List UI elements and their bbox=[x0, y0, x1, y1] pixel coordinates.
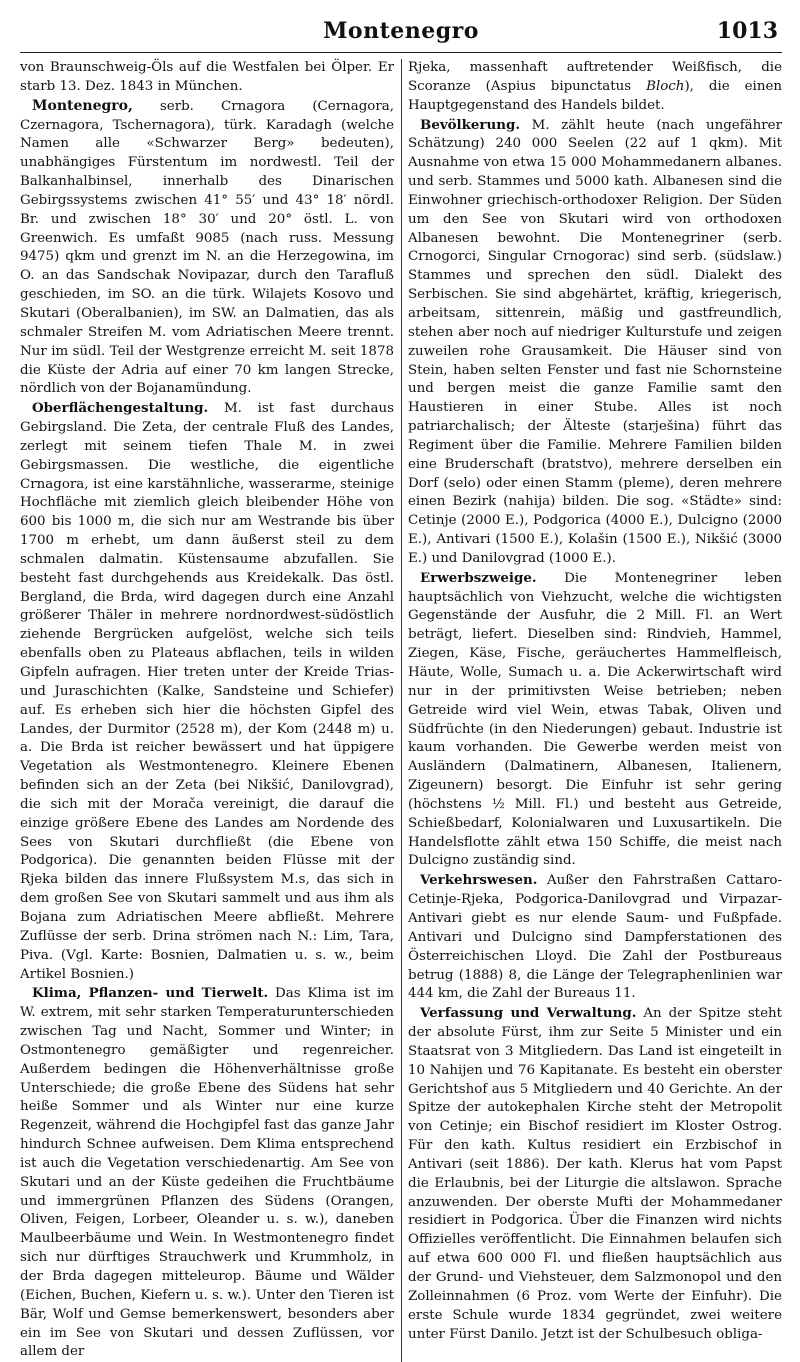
section-heading: Verfassung und Verwaltung. bbox=[420, 1005, 637, 1022]
section-verkehrswesen bbox=[408, 871, 782, 1004]
section-verfassung bbox=[408, 1004, 782, 1344]
paragraph-continuation bbox=[20, 59, 394, 97]
section-klima bbox=[20, 984, 394, 1362]
section-heading: Bevölkerung. bbox=[420, 116, 520, 133]
page-header bbox=[20, 12, 782, 53]
paragraph-text: ), die einen Hauptgegenstand des Handels bildet. bbox=[408, 78, 782, 113]
section-bevoelkerung bbox=[408, 116, 782, 569]
italic-author: Bloch bbox=[646, 78, 685, 94]
section-heading: Erwerbszweige. bbox=[420, 569, 537, 586]
left-column bbox=[20, 59, 394, 1362]
text-columns bbox=[20, 59, 782, 1362]
paragraph-text: von Braunschweig-Öls auf die Westfalen bei Ölper. Er starb 13. Dez. 1843 in München. bbox=[20, 60, 394, 94]
paragraph-text: An der Spitze steht der absolute Fürst, ihm zur Seite 5 Minister und ein Staatsrat von 3 Mitgliedern. Das Land ist eingeteilt in 10 Nahijen und 76 Kapitanate. Es besteht ein oberster Gerichtshof aus 5 Mitgliedern und 40 Gerichte. An der Spitze der autokephalen Kirche steht der Metropolit von Cetinje; ein Bischof residiert im Kloster Ostrog. Für den kath. Kultus residiert ein Erzbischof in Antivari (seit 1886). Der kath. Klerus hat vom Papst die Erlaubnis, bei der Liturgie die altslawon. Sprache anzuwenden. Der oberste Mufti der Mohammedaner residiert in Podgorica. Über die Finanzen wird nichts Offizielles veröffentlicht. Die Einnahmen belaufen sich auf etwa 600 000 Fl. und fließen hauptsächlich aus der Grund- und Viehsteuer, dem Salzmonopol und den Zolleinnahmen (6 Proz. vom Werte der Einfuhr). Die erste Schule wurde 1834 gegründet, zwei weitere unter Fürst Danilo. Jetzt ist der Schulbesuch obliga- bbox=[408, 1006, 782, 1342]
paragraph-text: serb. Crnagora (Cernagora, Czernagora, Tschernagora), türk. Karadagh (welche Namen alle «Schwarzer Berg» bedeuten), unabhängiges Fürstentum im nordwestl. Teil der Balkanhalbinsel, innerhalb des Dinarischen Gebirgssystems zwischen 41° 55′ und 43° 18′ nördl. Br. und zwischen 18° 30′ und 20° östl. L. von Greenwich. Es umfaßt 9085 (nach russ. Messung 9475) qkm und grenzt im N. an die Herzegowina, im O. an das Sandschak Novipazar, durch den Tarafluß geschieden, im SO. an die türk. Wilajets Kosovo und Skutari (Oberalbanien), im SW. an Dalmatien, das als schmaler Streifen M. vom Adriatischen Meere trennt. Nur im südl. Teil der Westgrenze erreicht M. seit 1878 die Küste der Adria auf einer 70 km langen Strecke, nördlich von der Bojanamündung. bbox=[20, 98, 394, 397]
paragraph-text: M. ist fast durchaus Gebirgsland. Die Zeta, der centrale Fluß des Landes, zerlegt mit seinem tiefen Thale M. in zwei Gebirgsmassen. Die westliche, die eigentliche Crnagora, ist eine karstähnliche, wasserarme, steinige Hochfläche mit ziemlich gleich bleibender Höhe von 600 bis 1000 m, die sich nur am Westrande bis über 1700 m erhebt, um dann äußerst steil zu dem schmalen dalmatin. Küstensaume abzufallen. Sie besteht fast durchgehends aus Kreidekalk. Das östl. Bergland, die Brda, wird dagegen durch eine Anzahl größerer Thäler in mehrere nordnordwest-südöstlich ziehende Bergrücken aufgelöst, welche sich teils ebenfalls oben zu Plateaus abflachen, teils in wilden Gipfeln aufragen. Hier treten unter der Kreide Trias- und Juraschichten (Kalke, Sandsteine und Schiefer) auf. Es erheben sich hier die höchsten Gipfel des Landes, der Durmitor (2528 m), der Kom (2448 m) u. a. Die Brda ist reicher bewässert und hat üppigere Vegetation als Westmontenegro. Kleinere Ebenen befinden sich an der Zeta (bei Nikšić, Danilovgrad), die sich mit der Morača vereinigt, die darauf die einzige größere Ebene des Landes am Nordende des Sees von Skutari durchfließt (die Ebene von Podgorica). Die genannten beiden Flüsse mit der Rjeka bilden das innere Flußsystem M.s, das sich in dem großen See von Skutari sammelt und aus ihm als Bojana zum Adriatischen Meere abfließt. Mehrere Zuflüsse der serb. Drina strömen nach N.: Lim, Tara, Piva. (Vgl. Karte: Bosnien, Dalmatien u. s. w., beim Artikel Bosnien.) bbox=[20, 401, 394, 982]
section-heading: Verkehrswesen. bbox=[420, 872, 538, 889]
paragraph-text: M. zählt heute (nach ungefährer Schätzung) 240 000 Seelen (22 auf 1 qkm). Mit Ausnahme von etwa 15 000 Mohammedanern albanes. und serb. Stammes und 5000 kath. Albanesen sind die Einwohner griechisch-orthodoxer Religion. Der Süden um den See von Skutari wird von orthodoxen Albanesen bewohnt. Die Montenegriner (serb. Crnogorci, Singular Crnogorac) sind serb. (südslaw.) Stammes und sprechen den südl. Dialekt des Serbischen. Sie sind abgehärtet, kräftig, kriegerisch, arbeitsam, sittenrein, mäßig und gastfreundlich, stehen aber noch auf niedriger Kulturstufe und zeigen zuweilen rohe Grausamkeit. Die Häuser sind von Stein, haben selten Fenster und fast nie Schornsteine und bergen meist die ganze Familie samt den Haustieren in einer Stube. Alles ist noch patriarchalisch; der Älteste (starješina) führt das Regiment über die Familie. Mehrere Familien bilden eine Bruderschaft (bratstvo), mehrere derselben ein Dorf (selo) oder einen Stamm (pleme), deren mehrere einen Bezirk (nahija) bilden. Die sog. «Städte» sind: Cetinje (2000 E.), Podgorica (4000 E.), Dulcigno (2000 E.), Antivari (1500 E.), Kolašin (1500 E.), Nikšić (3000 E.) und Danilovgrad (1000 E.). bbox=[408, 117, 782, 566]
paragraph-text: Außer den Fahrstraßen Cattaro-Cetinje-Rjeka, Podgorica-Danilovgrad und Virpazar-Antivari giebt es nur elende Saum- und Fußpfade. Antivari und Dulcigno sind Dampferstationen des Österreichischen Lloyd. Die Zahl der Postbureaus betrug (1888) 8, die Länge der Telegraphenlinien war 444 km, die Zahl der Bureaus 11. bbox=[408, 873, 782, 1002]
entry-montenegro bbox=[20, 97, 394, 400]
section-erwerbszweige bbox=[408, 569, 782, 872]
lemma-heading: Montenegro, bbox=[32, 97, 133, 114]
right-column bbox=[408, 59, 782, 1362]
paragraph-text: Das Klima ist im W. extrem, mit sehr starken Temperaturunterschieden zwischen Tag und Nacht, Sommer und Winter; in Ostmontenegro gemäßigter und regenreicher. Außerdem bedingen die Höhenverhältnisse große Unterschiede; die große Ebene des Südens hat sehr heiße Sommer und als Winter nur eine kurze Regenzeit, während die Hochgipfel fast das ganze Jahr hindurch Schnee aufweisen. Dem Klima entsprechend ist auch die Vegetation verschiedenartig. Am See von Skutari und an der Küste gedeihen die Fruchtbäume und immergrünen Pflanzen des Südens (Orangen, Oliven, Feigen, Lorbeer, Oleander u. s. w.), daneben Maulbeerbäume und Wein. In Westmontenegro findet sich nur dürftiges Strauchwerk und Krummholz, in der Brda dagegen mitteleurop. Bäume und Wälder (Eichen, Buchen, Kiefern u. s. w.). Unter den Tieren ist Bär, Wolf und Gemse bemerkenswert, besonders aber ein im See von Skutari und dessen Zuflüssen, vor allem der bbox=[20, 986, 394, 1360]
paragraph-continuation bbox=[408, 59, 782, 116]
page-number: 1013 bbox=[716, 18, 778, 44]
section-heading: Klima, Pflanzen- und Tierwelt. bbox=[32, 985, 269, 1002]
paragraph-text: Die Montenegriner leben hauptsächlich von Viehzucht, welche die wichtigsten Gegenstände der Ausfuhr, die 2 Mill. Fl. an Wert beträgt, liefert. Dieselben sind: Rindvieh, Hammel, Ziegen, Käse, Fische, geräuchertes Hammelfleisch, Häute, Wolle, Sumach u. a. Die Ackerwirtschaft wird nur in der primitivsten Weise betrieben; neben Getreide wird viel Wein, etwas Tabak, Oliven und Südfrüchte (in den Niederungen) gebaut. Industrie ist kaum vorhanden. Die Gewerbe werden meist von Ausländern (Dalmatinern, Albanesen, Italienern, Zigeunern) besorgt. Die Einfuhr ist sehr gering (höchstens ½ Mill. Fl.) und besteht aus Getreide, Schießbedarf, Kolonialwaren und Luxusartikeln. Die Handelsflotte zählt etwa 150 Schiffe, die meist nach Dulcigno zuständig sind. bbox=[408, 570, 782, 869]
paragraph-text: Rjeka, massenhaft auftretender Weißfisch, die Scoranze (Aspius bipunctatus bbox=[408, 60, 782, 94]
section-oberflaechengestaltung bbox=[20, 399, 394, 984]
running-head: Montenegro bbox=[323, 18, 479, 44]
section-heading: Oberflächengestaltung. bbox=[32, 400, 209, 417]
